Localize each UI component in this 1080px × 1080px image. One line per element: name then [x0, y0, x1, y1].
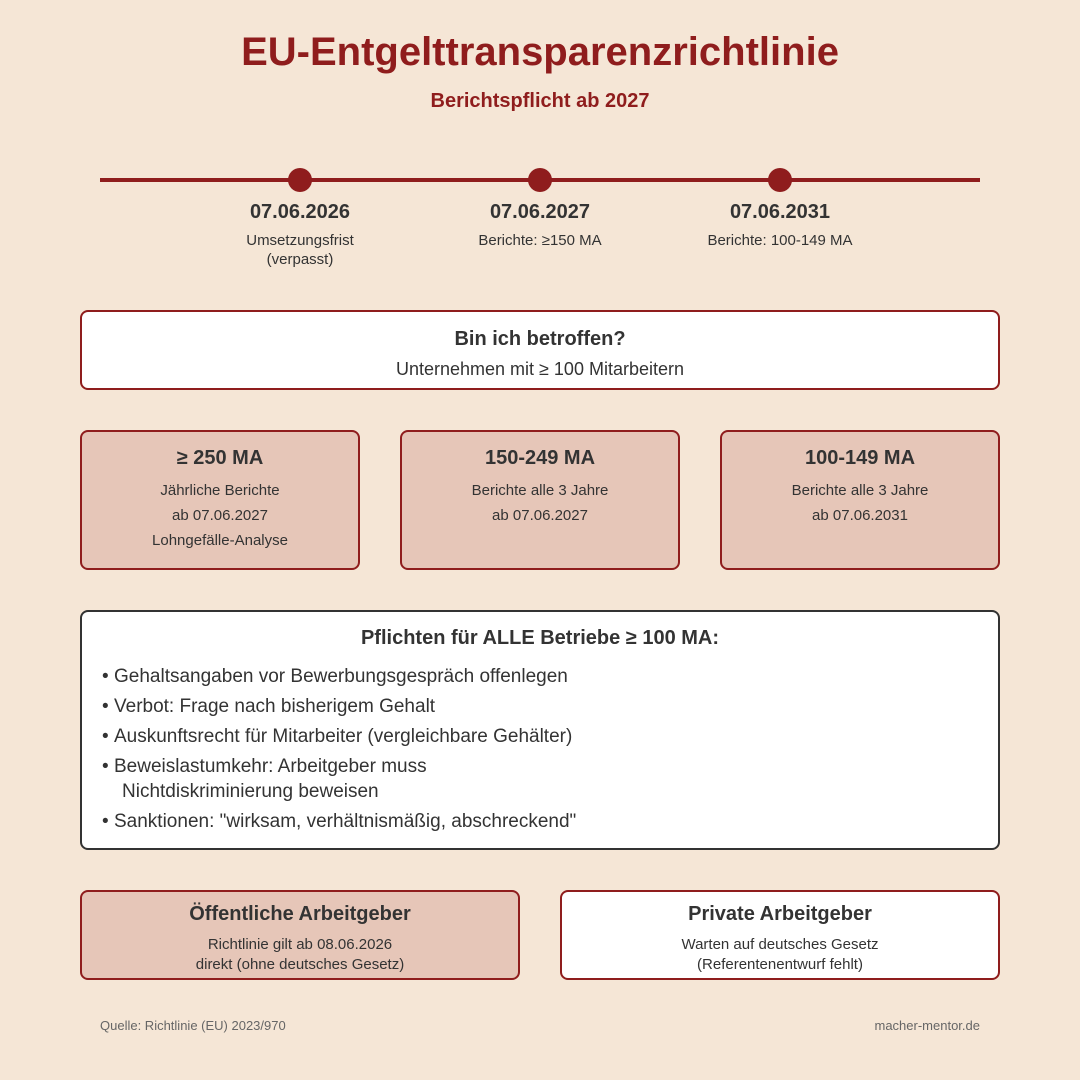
bullet-icon: • — [102, 756, 109, 777]
timeline-milestone — [440, 168, 640, 250]
timeline-milestone — [200, 168, 400, 269]
source-note: Quelle: Richtlinie (EU) 2023/970 — [100, 1018, 286, 1033]
bullet-icon: • — [102, 696, 109, 717]
tier-heading: 100-149 MA — [804, 447, 916, 469]
timeline-milestone — [680, 168, 880, 250]
tier-card — [720, 430, 1000, 570]
tier-frequency: Jährliche Berichte — [160, 482, 280, 499]
private-employers-box — [560, 890, 1000, 980]
duty-text-continued: Nichtdiskriminierung beweisen — [122, 781, 379, 802]
duty-text: Auskunftsrecht für Mitarbeiter (vergleichbare Gehälter) — [114, 726, 573, 747]
duty-item — [102, 754, 998, 804]
duty-text: Gehaltsangaben vor Bewerbungsgespräch offenlegen — [114, 666, 568, 687]
tier-card — [80, 430, 360, 570]
milestone-desc: Umsetzungsfrist (verpasst) — [246, 232, 354, 268]
private-employers-line: Warten auf deutsches Gesetz — [681, 936, 879, 953]
tier-start: ab 07.06.2031 — [812, 507, 908, 524]
duties-heading: Pflichten für ALLE Betriebe ≥ 100 MA: — [360, 627, 720, 649]
bullet-icon: • — [102, 726, 109, 747]
milestone-desc: Berichte: ≥150 MA — [478, 232, 602, 249]
duty-text: Sanktionen: "wirksam, verhältnismäßig, abschreckend" — [114, 811, 577, 832]
question-heading: Bin ich betroffen? — [454, 328, 626, 350]
milestone-date: 07.06.2026 — [249, 201, 351, 223]
tier-start: ab 07.06.2027 — [492, 507, 588, 524]
duties-box — [80, 610, 1000, 850]
bullet-icon: • — [102, 811, 109, 832]
public-employers-line: direkt (ohne deutsches Gesetz) — [195, 956, 405, 973]
page-title: EU-Entgelttransparenzrichtlinie — [241, 30, 839, 74]
tier-heading: ≥ 250 MA — [176, 447, 264, 469]
milestone-date: 07.06.2027 — [489, 201, 591, 223]
duty-text: Beweislastumkehr: Arbeitgeber muss — [114, 756, 427, 777]
milestone-date: 07.06.2031 — [729, 201, 831, 223]
milestone-desc: Berichte: 100-149 MA — [707, 232, 853, 249]
duty-item — [102, 809, 998, 834]
tier-heading: 150-249 MA — [484, 447, 596, 469]
timeline-dot — [528, 168, 552, 192]
page-subtitle: Berichtspflicht ab 2027 — [430, 90, 650, 112]
timeline-dot — [768, 168, 792, 192]
duties-list — [82, 664, 998, 834]
tier-extra: Lohngefälle-Analyse — [152, 532, 288, 549]
tier-start: ab 07.06.2027 — [172, 507, 268, 524]
tier-frequency: Berichte alle 3 Jahre — [471, 482, 609, 499]
duty-item — [102, 724, 998, 749]
public-employers-heading: Öffentliche Arbeitgeber — [189, 903, 411, 925]
bullet-icon: • — [102, 666, 109, 687]
tier-frequency: Berichte alle 3 Jahre — [791, 482, 929, 499]
duty-text: Verbot: Frage nach bisherigem Gehalt — [114, 696, 436, 717]
private-employers-heading: Private Arbeitgeber — [688, 903, 872, 925]
duty-item — [102, 694, 998, 719]
public-employers-box — [80, 890, 520, 980]
question-box — [80, 310, 1000, 390]
website-credit: macher-mentor.de — [874, 1018, 980, 1033]
tier-card — [400, 430, 680, 570]
private-employers-line: (Referentenentwurf fehlt) — [697, 956, 863, 973]
timeline-dot — [288, 168, 312, 192]
duty-item — [102, 664, 998, 689]
public-employers-line: Richtlinie gilt ab 08.06.2026 — [207, 936, 393, 953]
question-text: Unternehmen mit ≥ 100 Mitarbeitern — [395, 359, 684, 379]
